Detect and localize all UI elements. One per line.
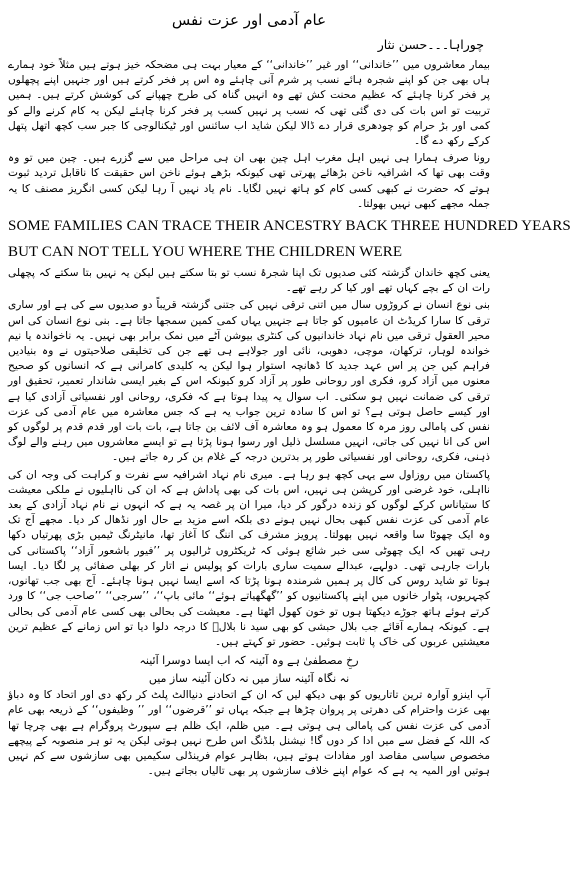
english-quote-line-2: BUT CAN NOT TELL YOU WHERE THE CHILDREN WERE (8, 244, 403, 261)
article-byline: چوراہا۔۔۔حسن نثار (377, 37, 484, 52)
paragraph: یعنی کچھ خاندان گزشتہ کئی صدیوں تک اپنا شجرۂ نسب تو بتا سکتے ہیں لیکن یہ نہیں بتا سکتے کہ پچھلی رات ان کے بچے کہاں تھے اور کیا کر رہے تھے۔ (8, 267, 490, 295)
poem-line: رخِ مصطفیٰ ہے وہ آئینہ کہ اب ایسا دوسرا آئینہ (139, 654, 359, 668)
article-title: عام آدمی اور عزت نفس (171, 11, 327, 29)
paragraph: آپ اینزو آوارہ ترین تاتاریوں کو بھی دیکھ لیں کہ ان کے اتحادنے دنیاالٹ پلٹ کر رکھ دی اور اتحاد کا وہ دباؤ بھی عزت واحترام کی دھرتی پر پروان چڑھا ہے جبکہ یہاں تو ’’قرضوں‘‘ اور ’’ وظیفوں‘‘ کے ذریعہ بھی عام آدمی کی عزت نفس کی پامالی ہی ہوتی ہے۔ میں ظلم، ایک ظلم ہے سپورٹ پروگرام ہے بھی چرچا تھا کہ اللہ کے فضل سے میں ادا کر دوں گا! نیشنل بلڈنگ اس طرح نہیں ہوتی لیکن یہ تو ہر منصوبہ کے پیچھے مخصوص سیاسی مقاصد اور مفادات ہوتے ہیں، بظاہر عوام فرینڈلی سکیمیں بھی سازشوں سے کم نہیں ہوتیں اور المیہ یہ ہے کہ عوام اپنے خلاف سازشوں پر بھی تالیاں بجاتے ہیں۔ (8, 689, 490, 778)
paragraph: بیمار معاشروں میں ’’خاندانی‘‘ اور غیر ’’خاندانی‘‘ کے معیار بہت ہی مضحکہ خیز ہوتے ہیں مثلاً خود ہمارے ہاں بھی جن کو اپنے شجرہ ہائے نسب پر شرم آنی چاہئے وہ اس پر فخر کرتے ہیں اور جنہیں اپنے پچھلوں پر فخر کرنا چاہئے کہ عظیم محنت کش تھے وہ انہیں گناہ کی طرح چھپانے کی کوشش کرتے ہیں۔ ہمیں تربیت تو اس بات کی دی گئی تھی کہ نسب پر نہیں کسب پر فخر کرنا چاہئے لیکن یہ کام کرنے والے کو کمی اور بڑ حرام کو چودھری قرار دے ڈالا لیکن شاید اب سائنس اور ٹیکنالوجی کا جبر سب کچھ اتھل پتھل کرکے رکھ دے گا۔ (8, 59, 490, 148)
english-quote-line-1: SOME FAMILIES CAN TRACE THEIR ANCESTRY BACK THREE HUNDRED YEARS (8, 218, 571, 235)
poem-line: نہ نگاہ آئینہ ساز میں نہ دکان آئینہ ساز میں (148, 672, 350, 686)
paragraph: بنی نوع انسان نے کروڑوں سال میں اتنی ترقی نہیں کی جتنی گزشتہ قریباً دو صدیوں سے کی ہے اور ساری ترقی کا سارا کریڈٹ ان عامیوں کو جاتا ہے جنہیں یہاں کمی کمین سمجھا جاتا ہے۔ بنی نوع انسان کی اس محیر العقول ترقی میں نام نہاد خاندانیوں کی کنٹری بیوشن آٹے میں نمک برابر بھی نہیں۔ یہ ناخواندہ یا نیم خواندہ لوہار، ترکھان، موچی، دھوبی، نائی اور جولاہے ہی تھے جن کی تخلیقی صلاحیتوں نے وہ بنیادیں فراہم کیں جن پر اس عہد جدید کا ڈھانچہ استوار ہوا لیکن یہ کلیدی کامرانی ہے کہ انسانوں کو صحیح معنوں میں آزاد کرو، فکری اور روحانی طور پر آزاد کرو کیونکہ اس کے بغیر ایسی شاندار تعمیر، تحقیق اور ترقی کی ضمانت نہیں ہو سکتی۔ اب سوال یہ پیدا ہوتا ہے کہ فکری، روحانی اور نفسیاتی آزادی کیا ہے اور کیسے حاصل ہوتی ہے؟ تو اس کا سادہ ترین جواب یہ ہے کہ جس معاشرہ میں عام آدمی کی عزت نفس کی پامالی روز مرہ کا معمول ہو وہ معاشرہ آف لائف بن جاتا ہے، بات بات اور قدم قدم پر لوگوں کو اس کی انا نہیں کی جاتی، انہیں مسلسل ذلیل اور رسوا ہونا پڑتا ہے تو ایسے معاشروں میں رہنے والے لوگ ذہنی، فکری، روحانی اور نفسیاتی طور پر بدترین درجہ کے غلام بن کر رہ جاتے ہیں۔ (8, 299, 490, 464)
paragraph: رونا صرف ہمارا ہی نہیں اہل مغرب اہل چین بھی ان ہی مراحل میں سے گزرے ہیں۔ چین میں تو وہ وقت بھی تھا کہ اشرافیہ ناخن بڑھائے پھرتی تھی کیونکہ بڑھے ہوئے ناخن اس حقیقت کا ناقابل تردید ثبوت ہوتے کہ حضرت نے کبھی کسی کام کو ہاتھ نہیں لگایا۔ نام یاد نہیں آ رہا لیکن کسی انگریز مصنف کا یہ جملہ مجھے کبھی نہیں بھولتا۔ (8, 152, 490, 210)
paragraph: پاکستان میں روزاول سے یہی کچھ ہو رہا ہے۔ میری نام نہاد اشرافیہ سے نفرت و کراہت کی وجہ ان کی نااہلی، خود غرضی اور کرپشن ہی نہیں، اس بات کی بھی پاداش ہے کہ ان کی نااہلیوں نے ملکی معیشت کا ستیاناس کرکے لوگوں کو زندہ درگور کر دیا، میرا ان پر غصہ یہ ہے کہ انہوں نے نام نہاد آزادی کے بعد عام آدمی کی عزت نفس کبھی بحال نہیں ہونے دی بلکہ اسے مزید بے حال اور نڈھال کر دیا۔ مجھے آج تک وہ ایک چھوٹا سا واقعہ نہیں بھولتا۔ پرویز مشرف کی اننگ کا آغاز تھا، مانیٹرنگ ٹیمیں بڑی پھرتیاں دکھا رہی تھیں کہ ایک چھوٹی سی خبر شائع ہوئی کہ ٹریکٹروں ٹرالیوں پر ’’فیور باشعور آزاد‘‘ پاکستانی کی بارات جارہی تھی۔ دولہے، عبدالے سمیت ساری بارات کو پولیس نے اتار کر بھلی صفائی پر لگا دیا۔ ایسا ہوتا تو شاید روس کی کال پر ہمیں شرمندہ ہونا پڑتا کہ اسے ایسا نہیں ہونا چاہئے۔ آج بھی جب تھانوں، کچہریوں، پٹوار خانوں میں اپنے پاکستانیوں کو ’’گھگھیاتے ہوئے‘‘ مائی باپ‘‘، ’’سرجی‘‘ ’’صاحب جی‘‘ کا ورد کرتے ہوئے ہاتھ جوڑے دیکھتا ہوں تو خون کھول اٹھتا ہے۔ معیشت کی بحالی بھی کسی عام آدمی کی بحالی ہے۔ کیونکہ ہمارے آقائے جب بلال حبشی کو بھی سید نا بلالؓ کا درجہ دلوا دیا تو اس زمانے کے عظیم ترین معیشتیں عربوں کی خاک پا ثابت ہوئیں۔ حضور تو کہتے ہیں۔ (8, 468, 490, 648)
